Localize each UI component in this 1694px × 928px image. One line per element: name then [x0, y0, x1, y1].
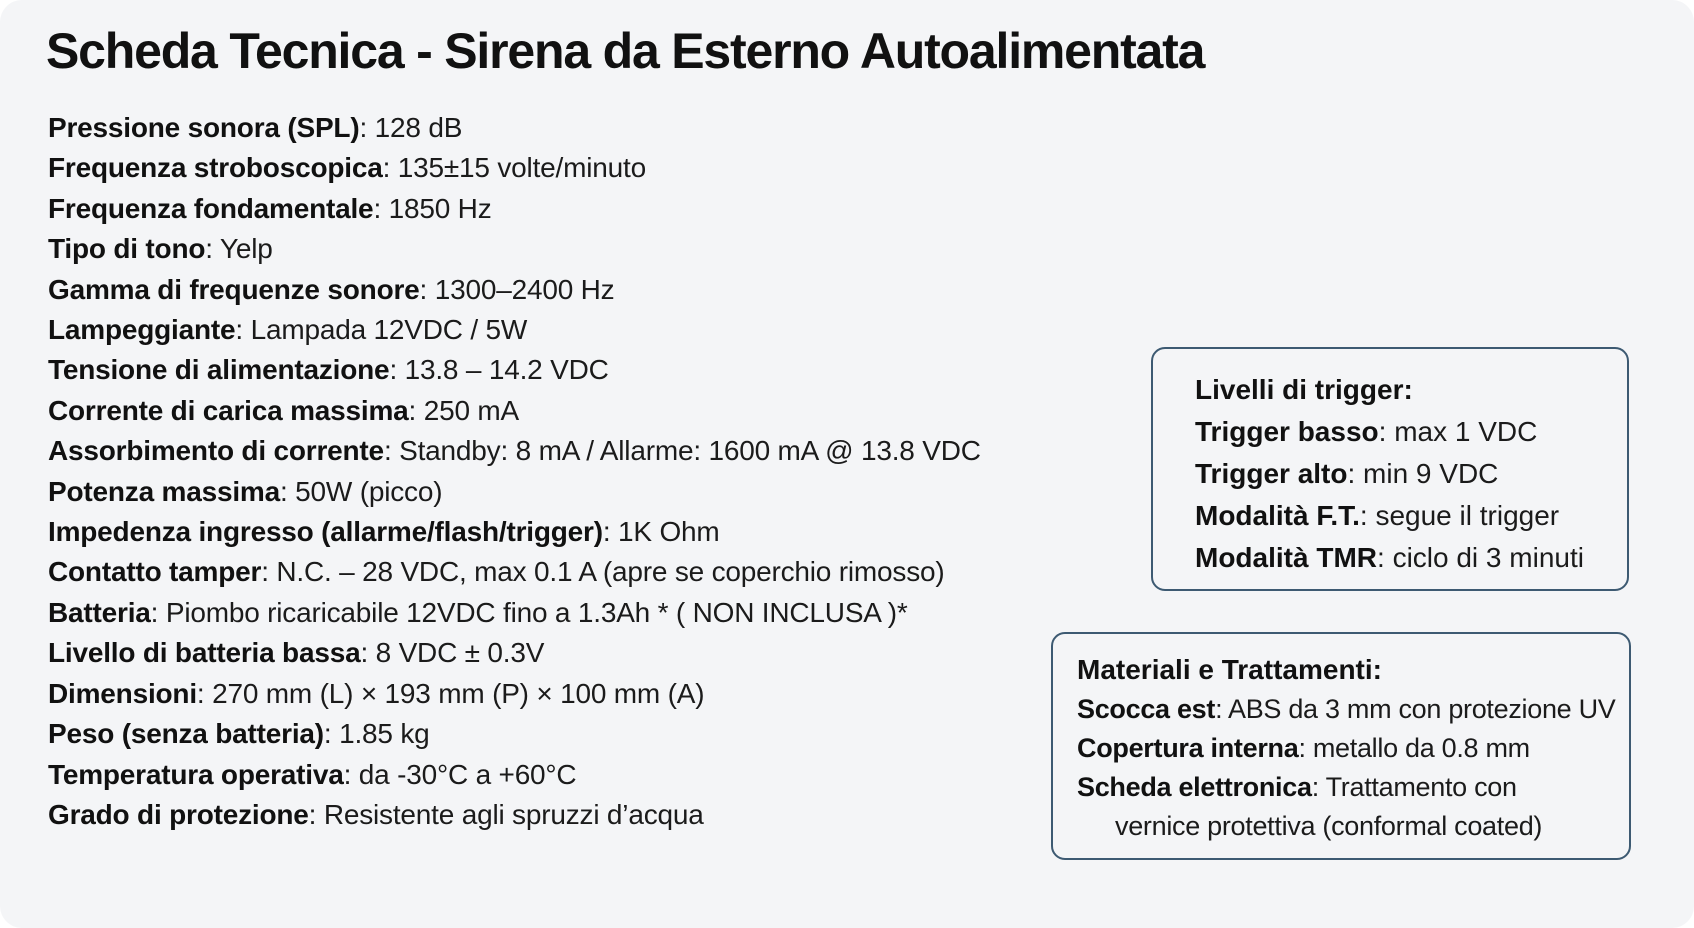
- spec-row: Livello di batteria bassa: 8 VDC ± 0.3V: [48, 637, 545, 669]
- spec-row: Peso (senza batteria): 1.85 kg: [48, 718, 430, 750]
- spec-label: Dimensioni: [48, 677, 197, 709]
- spec-row: Dimensioni: 270 mm (L) × 193 mm (P) × 100 mm (A): [48, 677, 705, 709]
- spec-label: Potenza massima: [48, 475, 280, 507]
- materials-value: Trattamento con: [1325, 772, 1517, 802]
- trigger-label: Trigger basso: [1195, 416, 1379, 447]
- spec-row: Tensione di alimentazione: 13.8 – 14.2 VDC: [48, 354, 609, 386]
- spec-label: Frequenza stroboscopica: [48, 152, 383, 184]
- spec-value: Resistente agli spruzzi d’acqua: [323, 798, 704, 830]
- spec-row: Temperatura operativa: da -30°C a +60°C: [48, 758, 577, 790]
- spec-value: 50W (picco): [295, 475, 443, 507]
- spec-row: Batteria: Piombo ricaricabile 12VDC fino a 1.3Ah * ( NON INCLUSA )*: [48, 596, 908, 628]
- spec-value: 135±15 volte/minuto: [397, 152, 646, 184]
- spec-label: Batteria: [48, 596, 151, 628]
- materials-label: Scocca est: [1077, 694, 1216, 724]
- spec-row: Lampeggiante: Lampada 12VDC / 5W: [48, 314, 528, 346]
- spec-value: da -30°C a +60°C: [358, 758, 577, 790]
- trigger-value: max 1 VDC: [1394, 416, 1538, 447]
- spec-row: Assorbimento di corrente: Standby: 8 mA / Allarme: 1600 mA @ 13.8 VDC: [48, 435, 981, 467]
- materials-row: Copertura interna: metallo da 0.8 mm: [1077, 733, 1530, 763]
- spec-row: Impedenza ingresso (allarme/flash/trigger): 1K Ohm: [48, 516, 720, 548]
- spec-value: N.C. – 28 VDC, max 0.1 A (apre se coperchio rimosso): [276, 556, 945, 588]
- trigger-label: Modalità TMR: [1195, 542, 1377, 573]
- spec-row: Pressione sonora (SPL): 128 dB: [48, 112, 463, 143]
- spec-label: Grado di protezione: [48, 798, 309, 830]
- spec-label: Impedenza ingresso (allarme/flash/trigger): [48, 516, 603, 548]
- materials-value: ABS da 3 mm con protezione UV: [1228, 694, 1616, 724]
- spec-row: Gamma di frequenze sonore: 1300–2400 Hz: [48, 273, 615, 305]
- trigger-levels-box: [1151, 347, 1629, 591]
- spec-label: Pressione sonora (SPL): [48, 112, 360, 143]
- spec-label: Frequenza fondamentale: [48, 192, 374, 224]
- trigger-row: Trigger basso: max 1 VDC: [1195, 416, 1538, 447]
- spec-label: Assorbimento di corrente: [48, 435, 384, 467]
- spec-row: Grado di protezione: Resistente agli spruzzi d’acqua: [48, 798, 704, 830]
- trigger-row: Modalità F.T.: segue il trigger: [1195, 500, 1560, 531]
- trigger-label: Modalità F.T.: [1195, 500, 1360, 531]
- materials-box: [1051, 632, 1631, 860]
- trigger-value: ciclo di 3 minuti: [1392, 542, 1584, 573]
- materials-heading: Materiali e Trattamenti:: [1077, 654, 1382, 685]
- spec-label: Corrente di carica massima: [48, 394, 409, 426]
- spec-value: 270 mm (L) × 193 mm (P) × 100 mm (A): [212, 677, 705, 709]
- spec-label: Tipo di tono: [48, 233, 206, 265]
- spec-row: Frequenza stroboscopica: 135±15 volte/minuto: [48, 152, 646, 184]
- spec-value: 1.85 kg: [339, 718, 430, 750]
- spec-label: Livello di batteria bassa: [48, 637, 361, 669]
- spec-label: Gamma di frequenze sonore: [48, 273, 420, 305]
- trigger-row: Modalità TMR: ciclo di 3 minuti: [1195, 542, 1584, 573]
- spec-value: Yelp: [219, 233, 273, 265]
- spec-list: [48, 108, 981, 835]
- spec-row: Tipo di tono: Yelp: [48, 233, 273, 265]
- trigger-levels-heading: Livelli di trigger:: [1195, 374, 1413, 405]
- spec-row: Frequenza fondamentale: 1850 Hz: [48, 192, 492, 224]
- trigger-label: Trigger alto: [1195, 458, 1348, 489]
- spec-value: 1K Ohm: [618, 516, 720, 548]
- materials-label: Scheda elettronica: [1077, 772, 1312, 802]
- spec-value: 128 dB: [374, 112, 463, 143]
- materials-continuation: vernice protettiva (conformal coated): [1115, 811, 1543, 841]
- trigger-row: Trigger alto: min 9 VDC: [1195, 458, 1499, 489]
- materials-label: Copertura interna: [1077, 733, 1299, 763]
- spec-row: Contatto tamper: N.C. – 28 VDC, max 0.1 A (apre se coperchio rimosso): [48, 556, 945, 588]
- spec-label: Peso (senza batteria): [48, 718, 324, 750]
- spec-value: Piombo ricaricabile 12VDC fino a 1.3Ah * ( NON INCLUSA )*: [165, 596, 908, 628]
- spec-row: Corrente di carica massima: 250 mA: [48, 394, 520, 426]
- spec-value: 13.8 – 14.2 VDC: [404, 354, 609, 386]
- trigger-value: segue il trigger: [1375, 500, 1560, 531]
- spec-value: 1300–2400 Hz: [434, 273, 615, 305]
- spec-label: Lampeggiante: [48, 314, 236, 346]
- spec-value: 250 mA: [423, 394, 520, 426]
- materials-row: Scheda elettronica: Trattamento con: [1077, 772, 1517, 802]
- spec-value: Lampada 12VDC / 5W: [250, 314, 528, 346]
- materials-value: metallo da 0.8 mm: [1312, 733, 1530, 763]
- spec-label: Tensione di alimentazione: [48, 354, 390, 386]
- spec-value: 8 VDC ± 0.3V: [375, 637, 545, 669]
- trigger-value: min 9 VDC: [1363, 458, 1499, 489]
- spec-label: Temperatura operativa: [48, 758, 344, 790]
- spec-label: Contatto tamper: [48, 556, 262, 588]
- page-title: Scheda Tecnica - Sirena da Esterno Autoalimentata: [46, 23, 1205, 79]
- spec-value: 1850 Hz: [388, 192, 492, 224]
- materials-row: Scocca est: ABS da 3 mm con protezione UV: [1077, 694, 1616, 724]
- spec-row: Potenza massima: 50W (picco): [48, 475, 443, 507]
- spec-value: Standby: 8 mA / Allarme: 1600 mA @ 13.8 VDC: [399, 435, 981, 467]
